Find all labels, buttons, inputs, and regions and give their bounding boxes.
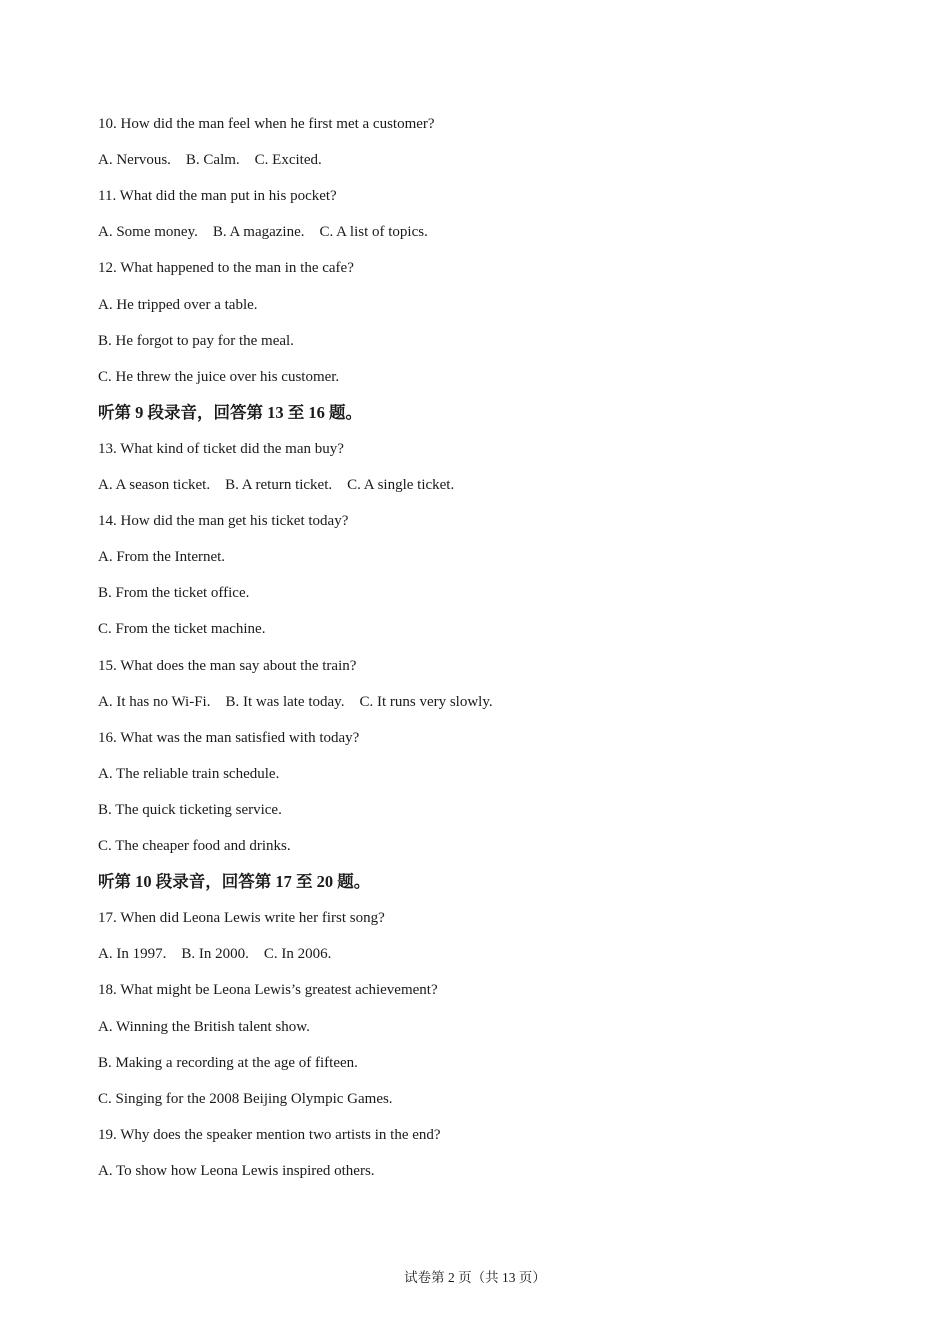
question-line: B. From the ticket office. [98,585,250,602]
question-line: 18. What might be Leona Lewis’s greatest achievement? [98,982,438,999]
question-line: 13. What kind of ticket did the man buy? [98,440,344,457]
question-line: 14. How did the man get his ticket today? [98,513,349,530]
question-line: A. A season ticket. B. A return ticket. C. A single ticket. [98,477,455,493]
question-line: 19. Why does the speaker mention two artists in the end? [98,1126,441,1143]
question-line: 17. When did Leona Lewis write her first song? [98,910,385,927]
question-line: A. He tripped over a table. [98,296,258,313]
section-heading: 听第 9 段录音，回答第 13 至 16 题。 [98,402,362,422]
question-line: 15. What does the man say about the train? [98,657,357,674]
question-line: C. From the ticket machine. [98,621,266,638]
question-line: 12. What happened to the man in the cafe? [98,260,354,277]
question-line: A. It has no Wi-Fi. B. It was late today. C. It runs very slowly. [98,693,493,710]
question-line: C. Singing for the 2008 Beijing Olympic Games. [98,1090,393,1107]
question-line: C. He threw the juice over his customer. [98,368,340,385]
section-heading: 听第 10 段录音，回答第 17 至 20 题。 [98,872,371,892]
question-line: B. He forgot to pay for the meal. [98,332,294,349]
question-line: 10. How did the man feel when he first met a customer? [98,116,435,132]
question-line: A. Some money. B. A magazine. C. A list of topics. [98,224,428,241]
page-footer: 试卷第 2 页（共 13 页） [404,1270,546,1285]
question-line: 16. What was the man satisfied with today? [98,729,360,746]
question-line: C. The cheaper food and drinks. [98,838,291,854]
question-line: A. To show how Leona Lewis inspired others. [98,1162,375,1179]
question-line: 11. What did the man put in his pocket? [98,188,337,205]
question-line: A. In 1997. B. In 2000. C. In 2006. [98,946,332,963]
question-line: A. From the Internet. [98,549,226,566]
question-line: A. The reliable train schedule. [98,765,280,782]
question-line: B. Making a recording at the age of fifteen. [98,1054,358,1071]
question-line: A. Nervous. B. Calm. C. Excited. [98,152,322,169]
question-line: B. The quick ticketing service. [98,801,282,818]
question-line: A. Winning the British talent show. [98,1018,310,1035]
